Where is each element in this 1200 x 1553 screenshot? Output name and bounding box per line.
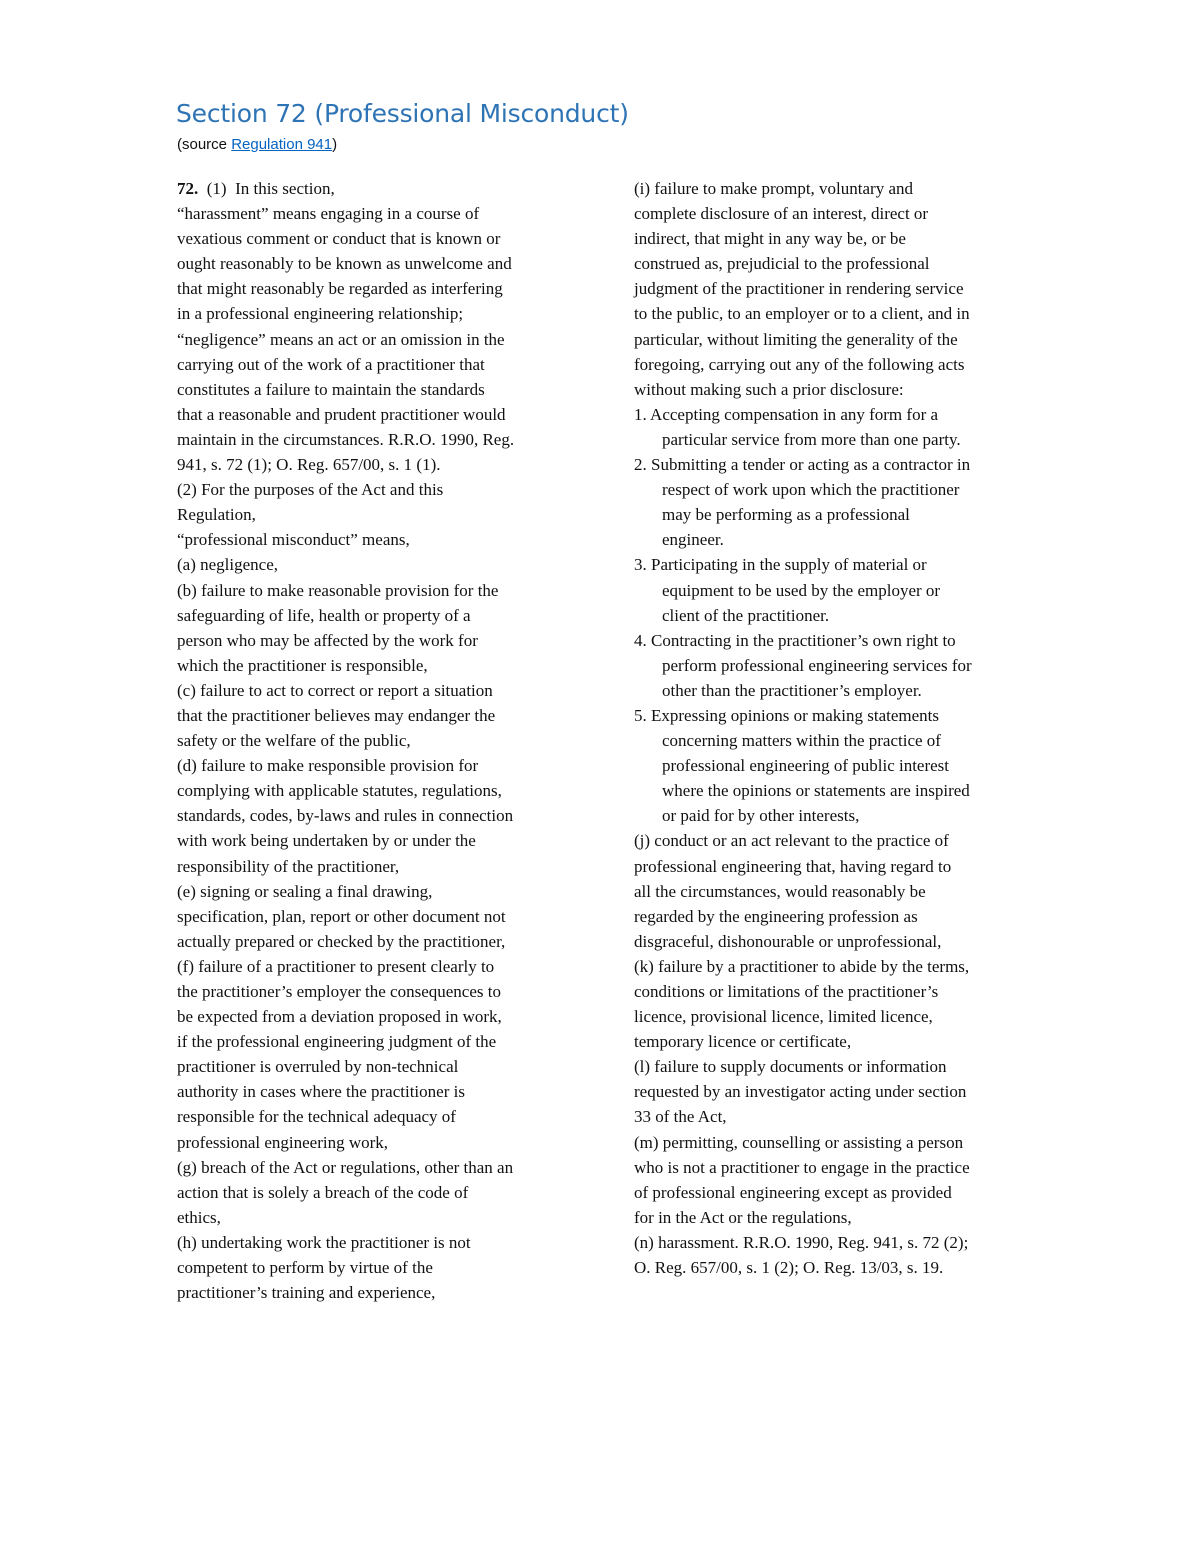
left-column-lines <box>177 201 577 1305</box>
text-line: authority in cases where the practitioner is <box>177 1082 465 1102</box>
text-line: (2) For the purposes of the Act and this <box>177 480 444 500</box>
text-line: that the practitioner believes may endanger the <box>177 705 496 725</box>
list-item-continuation-line: respect of work upon which the practitioner <box>662 480 960 500</box>
text-line: requested by an investigator acting under section <box>634 1082 967 1102</box>
list-item-continuation-line: other than the practitioner’s employer. <box>662 680 922 700</box>
text-line: 33 of the Act, <box>634 1107 727 1127</box>
text-line: disgraceful, dishonourable or unprofessional, <box>634 931 942 951</box>
text-line: judgment of the practitioner in rendering service <box>634 279 964 299</box>
list-item-continuation-line: where the opinions or statements are inspired <box>662 781 970 801</box>
text-line: (c) failure to act to correct or report a situation <box>177 680 493 700</box>
text-line: competent to perform by virtue of the <box>177 1258 433 1278</box>
text-line: complete disclosure of an interest, direct or <box>634 204 929 224</box>
text-line: 3. Participating in the supply of material or <box>634 555 927 575</box>
text-line: (k) failure by a practitioner to abide by the terms, <box>634 956 970 976</box>
list-item-continuation-line: concerning matters within the practice of <box>662 731 941 751</box>
text-line: (m) permitting, counselling or assisting a person <box>634 1132 964 1152</box>
text-line: “negligence” means an act or an omission in the <box>177 329 505 349</box>
text-line: “professional misconduct” means, <box>177 530 410 550</box>
text-line: for in the Act or the regulations, <box>634 1207 852 1227</box>
text-line: carrying out of the work of a practitioner that <box>177 354 485 374</box>
text-line: be expected from a deviation proposed in work, <box>177 1007 502 1027</box>
left-column <box>177 176 577 1305</box>
text-line: actually prepared or checked by the practitioner, <box>177 931 506 951</box>
text-line: (a) negligence, <box>177 555 278 575</box>
text-line: (l) failure to supply documents or information <box>634 1057 947 1077</box>
text-line: conditions or limitations of the practitioner’s <box>634 982 939 1001</box>
text-line: (i) failure to make prompt, voluntary and <box>634 179 913 198</box>
text-line: in a professional engineering relationship; <box>177 304 464 324</box>
text-line: if the professional engineering judgment of the <box>177 1032 497 1052</box>
source-suffix: ) <box>332 136 338 153</box>
text-line: safety or the welfare of the public, <box>177 731 411 751</box>
source-line <box>177 136 337 153</box>
text-line: 4. Contracting in the practitioner’s own right to <box>634 630 956 650</box>
source-prefix: (source <box>177 136 232 153</box>
text-line: standards, codes, by-laws and rules in connection <box>177 806 514 826</box>
text-line: practitioner’s training and experience, <box>177 1283 436 1303</box>
right-column <box>634 176 1034 1280</box>
regulation-941-link[interactable]: Regulation 941 <box>231 136 333 153</box>
text-line: ethics, <box>177 1207 221 1227</box>
text-line: responsibility of the practitioner, <box>177 856 400 876</box>
text-line: to the public, to an employer or to a client, and in <box>634 304 970 324</box>
text-line: complying with applicable statutes, regulations, <box>177 781 502 801</box>
text-line: responsible for the technical adequacy of <box>177 1107 456 1127</box>
text-line: without making such a prior disclosure: <box>634 379 904 399</box>
list-item-continuation-line: professional engineering of public interest <box>662 756 950 776</box>
section-intro-text: (1) In this section, <box>198 179 335 198</box>
text-line: practitioner is overruled by non-technical <box>177 1057 459 1077</box>
text-line: particular, without limiting the generality of the <box>634 329 958 349</box>
text-line: maintain in the circumstances. R.R.O. 1990, Reg. <box>177 429 515 449</box>
section-intro-line <box>177 176 577 201</box>
text-line: that might reasonably be regarded as interfering <box>177 279 503 299</box>
text-line: (h) undertaking work the practitioner is not <box>177 1232 471 1252</box>
list-item-continuation-line: client of the practitioner. <box>662 605 830 625</box>
text-line: (b) failure to make reasonable provision for the <box>177 580 499 600</box>
text-line: who is not a practitioner to engage in the practice <box>634 1157 970 1177</box>
text-line: 941, s. 72 (1); O. Reg. 657/00, s. 1 (1). <box>177 455 441 475</box>
text-line: ought reasonably to be known as unwelcome and <box>177 254 512 274</box>
text-line: (d) failure to make responsible provision for <box>177 756 479 776</box>
text-line: which the practitioner is responsible, <box>177 655 428 675</box>
page-title: Section 72 (Professional Misconduct) <box>176 99 629 128</box>
text-line: regarded by the engineering profession as <box>634 906 918 926</box>
text-line: action that is solely a breach of the code of <box>177 1182 469 1202</box>
text-line: 1. Accepting compensation in any form for a <box>634 404 939 424</box>
text-line: indirect, that might in any way be, or be <box>634 229 906 249</box>
text-line: specification, plan, report or other document not <box>177 906 506 926</box>
text-line: O. Reg. 657/00, s. 1 (2); O. Reg. 13/03, s. 19. <box>634 1258 944 1278</box>
list-item-continuation-line: or paid for by other interests, <box>662 806 860 826</box>
text-line: the practitioner’s employer the consequences to <box>177 982 501 1001</box>
text-line: professional engineering work, <box>177 1132 389 1152</box>
list-item-continuation-line: equipment to be used by the employer or <box>662 580 941 600</box>
text-line: person who may be affected by the work for <box>177 630 478 650</box>
list-item-continuation-line: particular service from more than one party. <box>662 429 961 449</box>
text-line: licence, provisional licence, limited licence, <box>634 1007 933 1027</box>
text-line: of professional engineering except as provided <box>634 1182 952 1202</box>
text-line: temporary licence or certificate, <box>634 1032 852 1052</box>
text-line: constitutes a failure to maintain the standards <box>177 379 485 399</box>
list-item-continuation-line: engineer. <box>662 530 724 550</box>
text-line: Regulation, <box>177 505 256 525</box>
text-line: foregoing, carrying out any of the following acts <box>634 354 965 374</box>
text-line: professional engineering that, having regard to <box>634 856 952 876</box>
text-line: (j) conduct or an act relevant to the practice of <box>634 831 949 851</box>
text-line: safeguarding of life, health or property of a <box>177 605 471 625</box>
text-line: (n) harassment. R.R.O. 1990, Reg. 941, s. 72 (2); <box>634 1232 969 1252</box>
text-line: with work being undertaken by or under the <box>177 831 476 851</box>
list-item-continuation-line: may be performing as a professional <box>662 505 910 525</box>
text-line: “harassment” means engaging in a course of <box>177 204 480 224</box>
text-line: that a reasonable and prudent practitioner would <box>177 404 506 424</box>
text-line: (g) breach of the Act or regulations, other than an <box>177 1157 514 1177</box>
text-line: (f) failure of a practitioner to present clearly to <box>177 956 495 976</box>
text-line: vexatious comment or conduct that is known or <box>177 229 501 249</box>
text-line: construed as, prejudicial to the professional <box>634 254 930 274</box>
list-item-continuation-line: perform professional engineering services for <box>662 655 972 675</box>
right-column-lines <box>634 176 1034 1280</box>
text-line: 5. Expressing opinions or making statements <box>634 705 940 725</box>
section-number: 72. <box>177 179 199 198</box>
text-line: 2. Submitting a tender or acting as a contractor in <box>634 455 971 475</box>
text-line: all the circumstances, would reasonably be <box>634 881 926 901</box>
text-line: (e) signing or sealing a final drawing, <box>177 881 433 901</box>
